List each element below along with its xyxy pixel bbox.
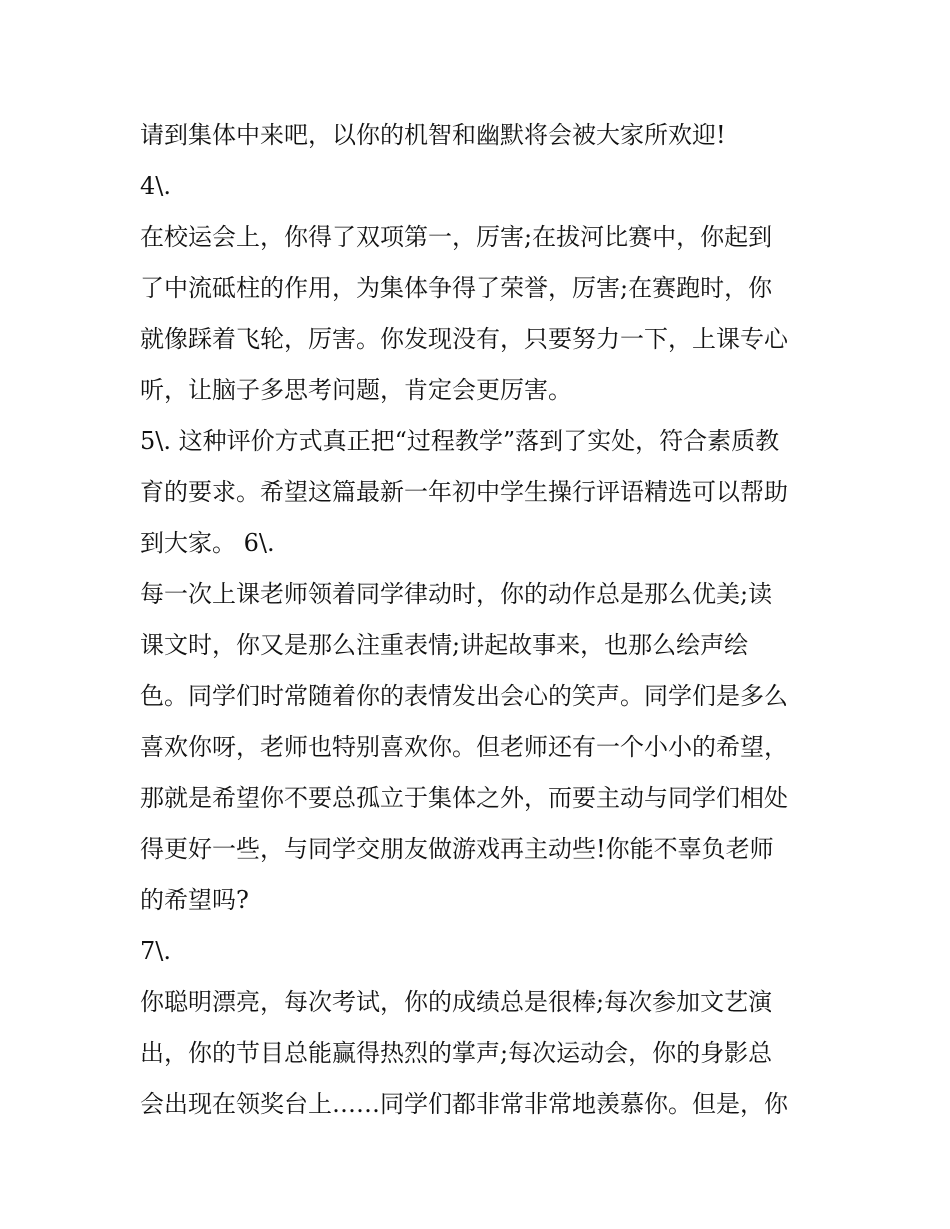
section-number: 4\.: [140, 172, 171, 200]
text-line: 每一次上课老师领着同学律动时，你的动作总是那么优美;读: [140, 580, 773, 608]
text-line: 到大家。 6\.: [140, 529, 275, 557]
text-line: 课文时，你又是那么注重表情;讲起故事来，也那么绘声绘: [140, 631, 749, 659]
section-number: 7\.: [140, 937, 171, 965]
text-line: 5\. 这种评价方式真正把“过程教学”落到了实处，符合素质教: [140, 427, 780, 455]
text-line: 在校运会上，你得了双项第一，厉害;在拔河比赛中，你起到: [140, 223, 773, 251]
text-line: 色。同学们时常随着你的表情发出会心的笑声。同学们是多么: [140, 682, 788, 710]
text-line: 了中流砥柱的作用，为集体争得了荣誉，厉害;在赛跑时，你: [140, 274, 773, 302]
text-line: 会出现在领奖台上……同学们都非常非常地羡慕你。但是，你: [140, 1090, 788, 1118]
text-line: 喜欢你呀，老师也特别喜欢你。但老师还有一个小小的希望，: [140, 733, 788, 761]
text-line: 请到集体中来吧，以你的机智和幽默将会被大家所欢迎!: [140, 121, 726, 149]
text-line: 你聪明漂亮，每次考试，你的成绩总是很棒;每次参加文艺演: [140, 988, 773, 1016]
text-line: 育的要求。希望这篇最新一年初中学生操行评语精选可以帮助: [140, 478, 788, 506]
text-line: 得更好一些，与同学交朋友做游戏再主动些!你能不辜负老师: [140, 835, 774, 863]
text-line: 那就是希望你不要总孤立于集体之外，而要主动与同学们相处: [140, 784, 788, 812]
text-line: 听，让脑子多思考问题，肯定会更厉害。: [140, 376, 572, 404]
text-line: 就像踩着飞轮，厉害。你发现没有，只要努力一下，上课专心: [140, 325, 788, 353]
text-line: 出，你的节目总能赢得热烈的掌声;每次运动会，你的身影总: [140, 1039, 773, 1067]
document-body: [140, 110, 820, 1130]
text-line: 的希望吗?: [140, 886, 249, 914]
